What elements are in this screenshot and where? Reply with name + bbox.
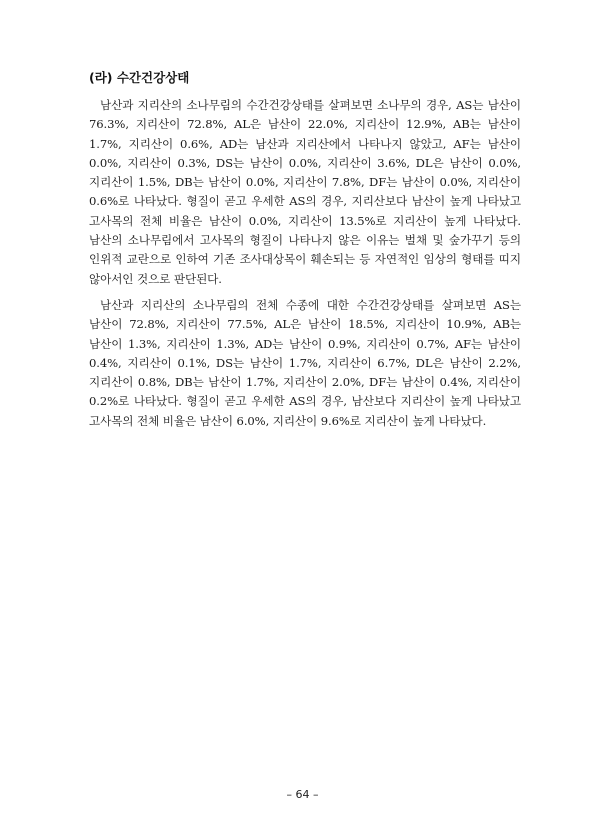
section-heading: (라) 수간건강상태 [89,70,190,85]
body-text [89,96,521,438]
paragraph-all-species-trunk-health: 남산과 지리산의 소나무림의 전체 수종에 대한 수간건강상태를 살펴보면 AS는 남산이 72.8%, 지리산이 77.5%, AL은 남산이 18.5%, 지리산이 10.9%, AB는 남산이 1.3%, 지리산이 1.3%, AD는 남산이 0.9%, 지리산이 0.7%, AF는 남산이 0.4%, 지리산이 0.1%, DS는 남산이 1.7%, 지리산이 6.7%, DL은 남산이 2.2%, 지리산이 0.8%, DB는 남산이 1.7%, 지리산이 2.0%, DF는 남산이 0.4%, 지리산이 0.2%로 나타났다. 형질이 곧고 우세한 AS의 경우, 남산보다 지리산이 높게 나타났고 고사목의 전체 비율은 남산이 6.0%, 지리산이 9.6%로 지리산이 높게 나타났다. [89,297,521,428]
paragraph-pine-trunk-health: 남산과 지리산의 소나무림의 수간건강상태를 살펴보면 소나무의 경우, AS는 남산이 76.3%, 지리산이 72.8%, AL은 남산이 22.0%, 지리산이 12.9%, AB는 남산이 1.7%, 지리산이 0.6%, AD는 남산과 지리산에서 나타나지 않았고, AF는 남산이 0.0%, 지리산이 0.3%, DS는 남산이 0.0%, 지리산이 3.6%, DL은 남산이 0.0%, 지리산이 1.5%, DB는 남산이 0.0%, 지리산이 7.8%, DF는 남산이 0.0%, 지리산이 0.6%로 나타났다. 형질이 곧고 우세한 AS의 경우, 지리산보다 남산이 높게 나타났고 고사목의 전체 비율은 남산이 0.0%, 지리산이 13.5%로 지리산이 높게 나타났다. 남산의 소나무림에서 고사목의 형질이 나타나지 않은 이유는 벌채 및 숲가꾸기 등의 인위적 교란으로 인하여 기존 조사대상목이 훼손되는 등 자연적인 임상의 형태를 띠지 않아서인 것으로 판단된다. [89,98,521,286]
page-number: – 64 – [286,788,319,801]
